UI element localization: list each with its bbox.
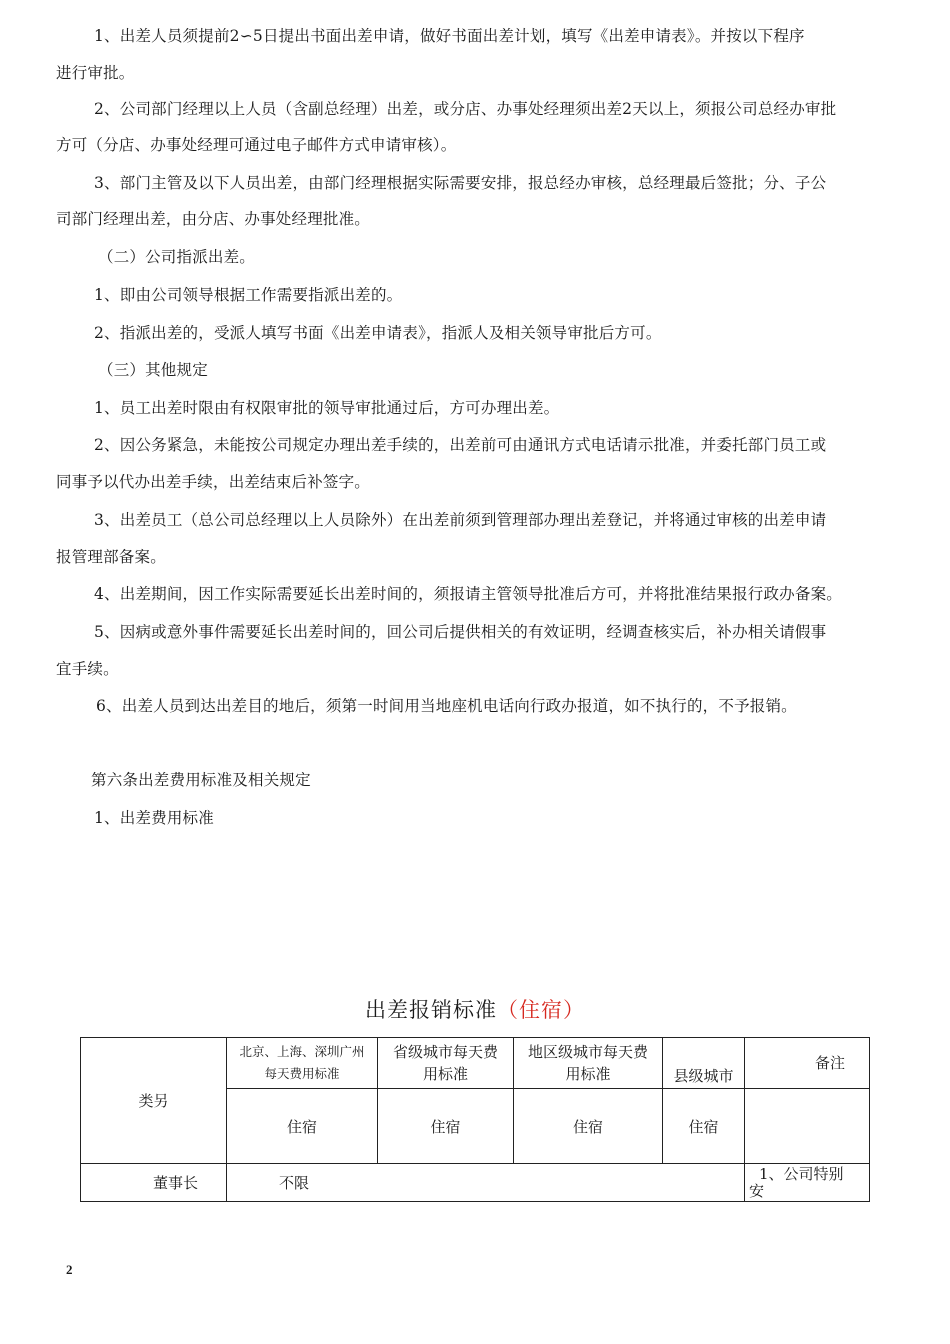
paragraph-line: 3、出差员工（总公司总经理以上人员除外）在出差前须到管理部办理出差登记，并将通过审核的出差申请 bbox=[94, 511, 827, 529]
row-remark: 1、公司特别 安 bbox=[745, 1164, 870, 1202]
provincial-city-header: 省级城市每天费 用标准 bbox=[378, 1038, 514, 1089]
paragraph-line: 2、指派出差的，受派人填写书面《出差申请表》，指派人及相关领导审批后方可。 bbox=[94, 324, 662, 342]
paragraph-line: 宜手续。 bbox=[56, 660, 119, 678]
table-title-highlight: （住宿） bbox=[497, 998, 585, 1022]
prefecture-city-header: 地区级城市每天费 用标准 bbox=[514, 1038, 663, 1089]
paragraph-line: 第六条出差费用标准及相关规定 bbox=[91, 771, 311, 789]
paragraph-line: 3、部门主管及以下人员出差，由部门经理根据实际需要安排，报总经办审核，总经理最后签批；分、子公 bbox=[94, 174, 827, 192]
sub-header-lodging: 住宿 bbox=[378, 1089, 514, 1164]
paragraph-line: 同事予以代办出差手续，出差结束后补签字。 bbox=[56, 473, 371, 491]
sub-header-lodging: 住宿 bbox=[227, 1089, 378, 1164]
paragraph-line: 1、即由公司领导根据工作需要指派出差的。 bbox=[94, 286, 403, 304]
paragraph-line: 司部门经理出差，由分店、办事处经理批准。 bbox=[56, 210, 371, 228]
paragraph-line: 5、因病或意外事件需要延长出差时间的，回公司后提供相关的有效证明，经调查核实后，补办相关请假事 bbox=[94, 623, 827, 641]
paragraph-line: 报管理部备案。 bbox=[56, 548, 166, 566]
page-number: 2 bbox=[66, 1262, 73, 1277]
paragraph-line: 2、因公务紧急，未能按公司规定办理出差手续的，出差前可由通讯方式电话请示批准，并委托部门员工或 bbox=[94, 436, 827, 454]
county-city-header: 县级城市 bbox=[663, 1038, 745, 1089]
paragraph-line: 方可（分店、办事处经理可通过电子邮件方式申请审核）。 bbox=[56, 136, 457, 154]
paragraph-line: （二）公司指派出差。 bbox=[98, 248, 256, 266]
reimbursement-standard-table bbox=[80, 1037, 870, 1202]
category-header: 类另 bbox=[81, 1038, 227, 1164]
sub-header-lodging: 住宿 bbox=[663, 1089, 745, 1164]
paragraph-line: 4、出差期间，因工作实际需要延长出差时间的，须报请主管领导批准后方可，并将批准结果报行政办备案。 bbox=[94, 585, 842, 603]
paragraph-line: 6、出差人员到达出差目的地后，须第一时间用当地座机电话向行政办报道，如不执行的，不予报销。 bbox=[96, 697, 797, 715]
row-category-chairman: 董事长 bbox=[81, 1164, 227, 1202]
paragraph-line: 1、出差费用标准 bbox=[94, 809, 214, 827]
table-title-main: 出差报销标准 bbox=[365, 998, 497, 1022]
remarks-header: 备注 bbox=[745, 1038, 870, 1089]
paragraph-line: 1、出差人员须提前2∽5日提出书面出差申请，做好书面出差计划，填写《出差申请表》。并按以下程序 bbox=[94, 27, 805, 45]
remarks-blank-cell bbox=[745, 1089, 870, 1164]
paragraph-line: 2、公司部门经理以上人员（含副总经理）出差，或分店、办事处经理须出差2天以上，须报公司总经办审批 bbox=[94, 100, 837, 118]
paragraph-line: 1、员工出差时限由有权限审批的领导审批通过后，方可办理出差。 bbox=[94, 399, 560, 417]
row-value-unlimited: 不限 bbox=[227, 1164, 745, 1202]
paragraph-line: 进行审批。 bbox=[56, 64, 135, 82]
tier1-city-header: 北京、上海、深圳广州 每天费用标准 bbox=[227, 1038, 378, 1089]
table-title bbox=[0, 994, 950, 1024]
paragraph-line: （三）其他规定 bbox=[98, 361, 208, 379]
sub-header-lodging: 住宿 bbox=[514, 1089, 663, 1164]
